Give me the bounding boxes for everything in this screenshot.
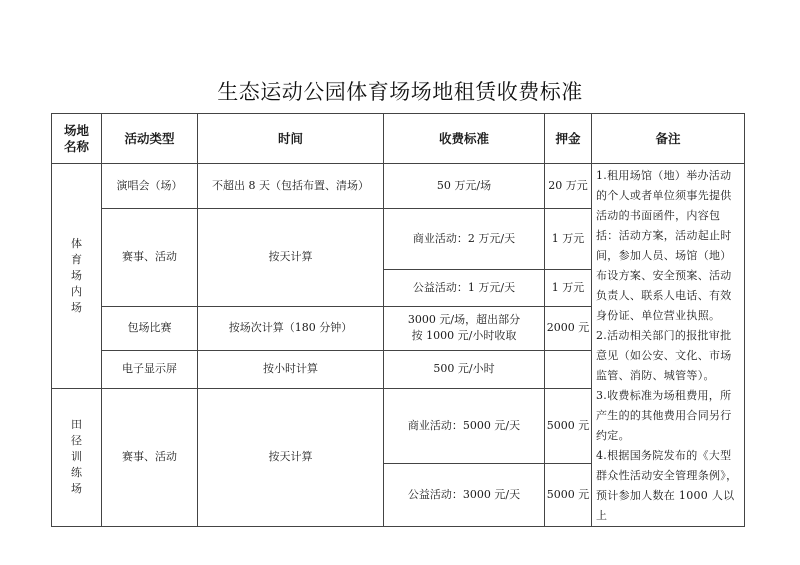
header-row: [52, 114, 745, 164]
venue-char: 场: [71, 300, 82, 314]
document-title: 生态运动公园体育场场地租赁收费标准: [217, 80, 583, 104]
match-fee-line1: 3000 元/场，超出部分: [407, 313, 521, 326]
match-activity: 包场比赛: [102, 306, 198, 350]
match-time: 按场次计算（180 分钟）: [198, 306, 384, 350]
screen-deposit: [545, 350, 592, 388]
venue-char: 体: [71, 236, 82, 250]
track-event-activity: 赛事、活动: [102, 388, 198, 527]
screen-fee: 500 元/小时: [384, 350, 545, 388]
match-fee-line2: 按 1000 元/小时收取: [411, 329, 517, 342]
concert-activity: 演唱会（场）: [102, 164, 198, 209]
venue-char: 田: [71, 418, 82, 432]
track-event-time: 按天计算: [198, 388, 384, 527]
venue-char: 练: [71, 466, 82, 480]
venue-char: 育: [71, 252, 82, 266]
screen-time: 按小时计算: [198, 350, 384, 388]
remark-item: 2.活动相关部门的报批审批意见（如公安、文化、市场监管、消防、城管等）。: [596, 329, 732, 382]
track-public-fee: 公益活动：3000 元/天: [384, 464, 545, 527]
match-deposit: 2000 元: [545, 306, 592, 350]
venue-char: 场: [71, 268, 82, 282]
event-commercial-deposit: 1 万元: [545, 209, 592, 270]
screen-activity: 电子显示屏: [102, 350, 198, 388]
match-fee: [384, 306, 545, 350]
event-commercial-fee: 商业活动：2 万元/天: [384, 209, 545, 270]
venue-char: 内: [71, 284, 82, 298]
header-fee: 收费标准: [384, 114, 545, 164]
track-public-deposit: 5000 元: [545, 464, 592, 527]
track-commercial-fee: 商业活动：5000 元/天: [384, 388, 545, 464]
event-activity: 赛事、活动: [102, 209, 198, 307]
header-venue-line1: 场地: [63, 122, 89, 138]
fee-table: [51, 113, 745, 527]
header-venue: [52, 114, 102, 164]
header-remarks: 备注: [592, 114, 745, 164]
venue-char: 场: [71, 482, 82, 496]
remark-item: 3.收费标准为场租费用，所产生的的其他费用合同另行约定。: [596, 389, 732, 442]
remark-item: 4.根据国务院发布的《大型群众性活动安全管理条例》，预计参加人数在 1000 人以上: [596, 449, 738, 522]
concert-time: 不超出 8 天（包括布置、清场）: [198, 164, 384, 209]
concert-deposit: 20 万元: [545, 164, 592, 209]
venue-track: [52, 388, 102, 527]
header-activity: 活动类型: [102, 114, 198, 164]
remark-item: 1.租用场馆（地）举办活动的个人或者单位须事先提供活动的书面函件，内容包括：活动方案，活动起止时间，参加人员、场馆（地）布设方案、安全预案、活动负责人、联系人电话、有效身份证、单位营业执照。: [596, 169, 732, 322]
venue-stadium: [52, 164, 102, 389]
concert-fee: 50 万元/场: [384, 164, 545, 209]
event-time: 按天计算: [198, 209, 384, 307]
header-time: 时间: [198, 114, 384, 164]
venue-char: 训: [71, 450, 82, 464]
remarks-cell: [592, 164, 745, 527]
header-deposit: 押金: [545, 114, 592, 164]
header-venue-line2: 名称: [63, 138, 89, 154]
event-public-fee: 公益活动：1 万元/天: [384, 269, 545, 306]
event-public-deposit: 1 万元: [545, 269, 592, 306]
track-commercial-deposit: 5000 元: [545, 388, 592, 464]
venue-char: 径: [71, 434, 82, 448]
table-row: [52, 164, 745, 209]
